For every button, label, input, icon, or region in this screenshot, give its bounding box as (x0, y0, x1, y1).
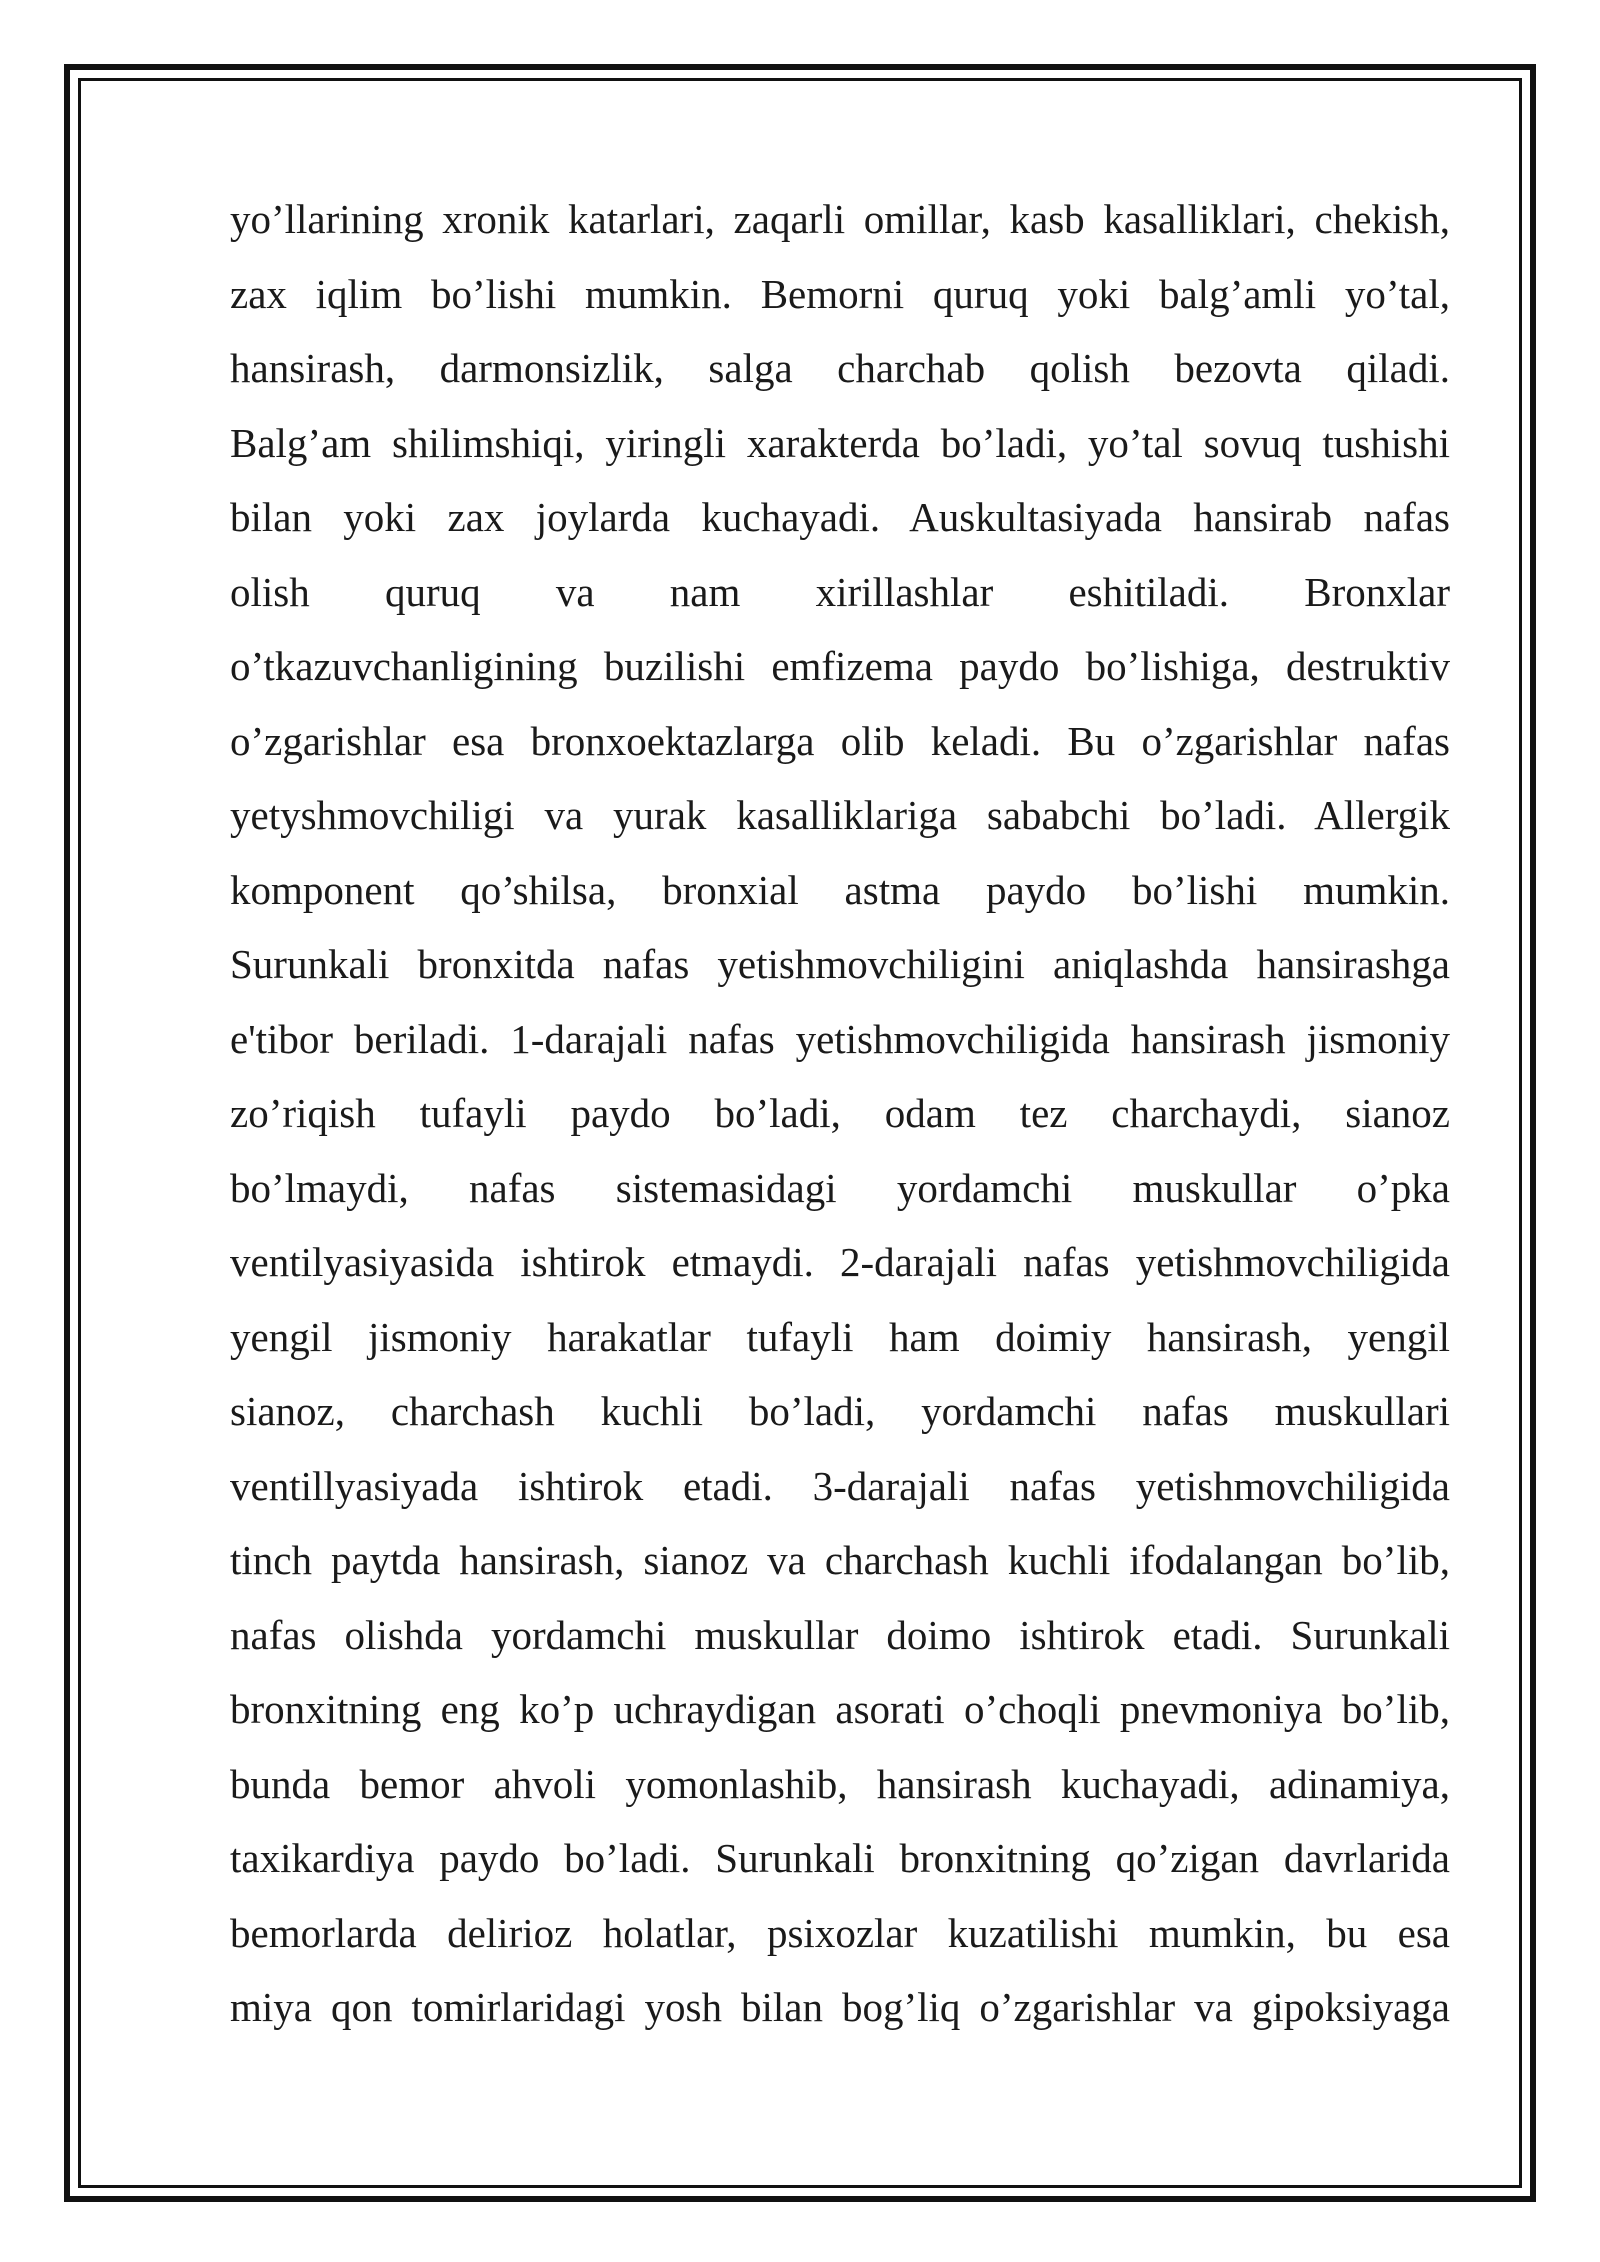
text-line: komponent qo’shilsa, bronxial astma paydo bo’lishi mumkin. (230, 866, 1450, 913)
text-line: zo’riqish tufayli paydo bo’ladi, odam tez charchaydi, sianoz (230, 1090, 1450, 1136)
text-line: sianoz, charchash kuchli bo’ladi, yordamchi nafas muskullari (230, 1388, 1450, 1434)
text-line: yengil jismoniy harakatlar tufayli ham doimiy hansirash, yengil (230, 1313, 1450, 1360)
text-line: yetyshmovchiligi va yurak kasalliklariga sababchi bo’ladi. Allergik (230, 792, 1450, 838)
text-line: e'tibor beriladi. 1-darajali nafas yetishmovchiligida hansirash jismoniy (230, 1015, 1450, 1062)
text-line: hansirash, darmonsizlik, salga charchab qolish bezovta qiladi. (230, 345, 1450, 391)
text-line: nafas olishda yordamchi muskullar doimo ishtirok etadi. Surunkali (230, 1611, 1450, 1658)
text-line: olish quruq va nam xirillashlar eshitiladi. Bronxlar (230, 568, 1450, 615)
text-line: o’tkazuvchanligining buzilishi emfizema paydo bo’lishiga, destruktiv (230, 643, 1450, 689)
text-line: miya qon tomirlaridagi yosh bilan bog’liq o’zgarishlar va gipoksiyaga (230, 1984, 1450, 2030)
text-line: Balg’am shilimshiqi, yiringli xarakterda bo’ladi, yo’tal sovuq tushishi (230, 419, 1450, 466)
text-line: yo’llarining xronik katarlari, zaqarli omillar, kasb kasalliklari, chekish, (230, 196, 1450, 242)
text-line: taxikardiya paydo bo’ladi. Surunkali bronxitning qo’zigan davrlarida (230, 1835, 1450, 1881)
text-line: zax iqlim bo’lishi mumkin. Bemorni quruq yoki balg’amli yo’tal, (230, 270, 1450, 317)
text-line: bunda bemor ahvoli yomonlashib, hansirash kuchayadi, adinamiya, (230, 1760, 1450, 1807)
text-line: bronxitning eng ko’p uchraydigan asorati o’choqli pnevmoniya bo’lib, (230, 1686, 1450, 1732)
text-line: ventilyasiyasida ishtirok etmaydi. 2-darajali nafas yetishmovchiligida (230, 1239, 1450, 1285)
text-line: bemorlarda delirioz holatlar, psixozlar kuzatilishi mumkin, bu esa (230, 1909, 1450, 1956)
text-line: bo’lmaydi, nafas sistemasidagi yordamchi muskullar o’pka (230, 1164, 1450, 1211)
text-line: tinch paytda hansirash, sianoz va charchash kuchli ifodalangan bo’lib, (230, 1537, 1450, 1583)
text-line: ventillyasiyada ishtirok etadi. 3-darajali nafas yetishmovchiligida (230, 1462, 1450, 1509)
text-line: bilan yoki zax joylarda kuchayadi. Auskultasiyada hansirab nafas (230, 494, 1450, 540)
body-text (230, 182, 1450, 2045)
text-line: Surunkali bronxitda nafas yetishmovchiligini aniqlashda hansirashga (230, 941, 1450, 987)
text-line: o’zgarishlar esa bronxoektazlarga olib keladi. Bu o’zgarishlar nafas (230, 717, 1450, 764)
